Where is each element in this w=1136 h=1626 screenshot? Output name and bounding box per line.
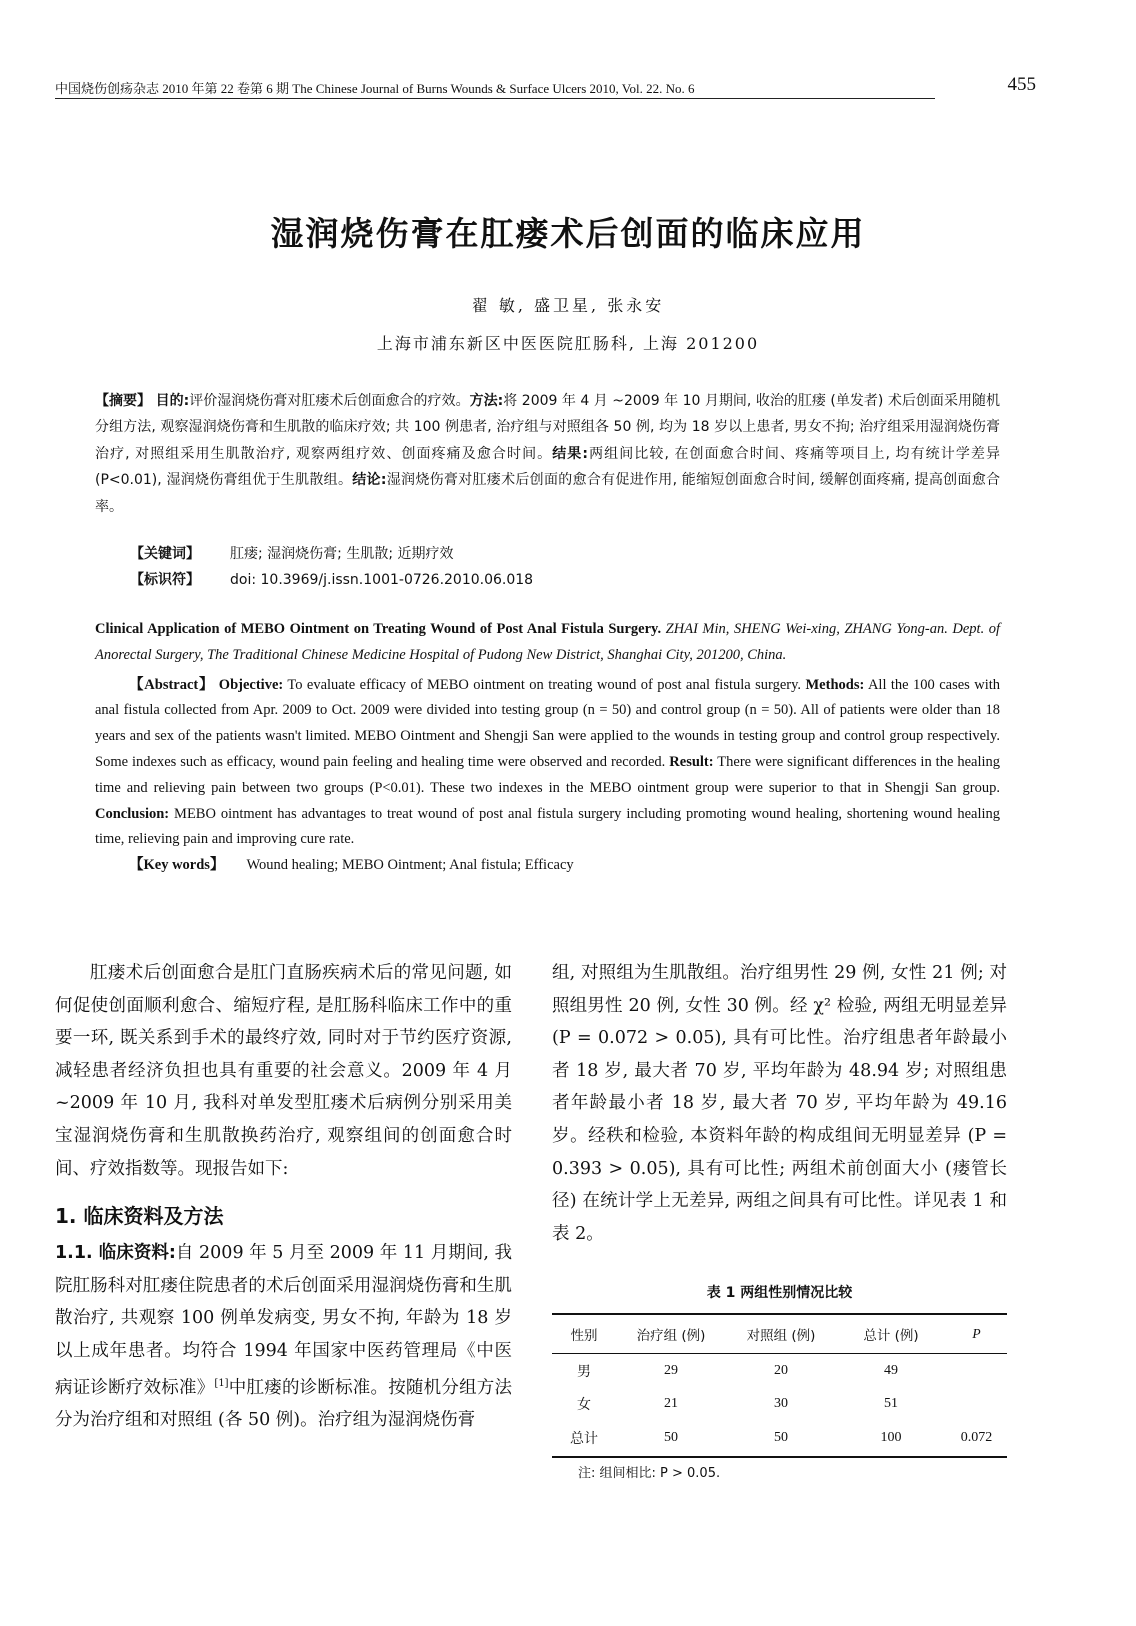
en-title-line <box>95 617 1000 669</box>
table-header-cell: 总计 (例) <box>836 1314 946 1354</box>
english-abstract <box>95 617 1000 879</box>
en-conclusion: MEBO ointment has advantages to treat wound of post anal fistula surgery including promoting wound healing, shortening wound healing time, relieving pain and improving cure rate. <box>95 805 1001 848</box>
table-header-cell: 对照组 (例) <box>726 1314 836 1354</box>
table-header-cell: 治疗组 (例) <box>616 1314 726 1354</box>
reference-mark: [1] <box>214 1377 229 1389</box>
table-cell <box>946 1354 1007 1388</box>
gender-comparison-table <box>552 1313 1007 1458</box>
table-row <box>552 1354 1007 1388</box>
article-title: 湿润烧伤膏在肛瘘术后创面的临床应用 <box>270 214 866 253</box>
body-left-column <box>55 957 512 1437</box>
subsection-heading: 1.1. 临床资料: <box>55 1243 176 1264</box>
body-right-column <box>552 957 1007 1250</box>
intro-paragraph: 肛瘘术后创面愈合是肛门直肠疾病术后的常见问题, 如何促使创面顺利愈合、缩短疗程, 是肛肠科临床工作中的重要一环, 既关系到手术的最终疗效, 同时对于节约医疗资源, 减轻患者经济负担也具有重要的社会意义。2009 年 4 月 ~2009 年 10 月, 我科对单发型肛瘘术后病例分别采用美宝湿润烧伤膏和生肌散换药治疗, 观察组间的创面愈合时间、疗效指数等。现报告如下: <box>55 963 512 1179</box>
cn-conclusion: 湿润烧伤膏对肛瘘术后创面的愈合有促进作用, 能缩短创面愈合时间, 缓解创面疼痛, 提高创面愈合率。 <box>95 472 1000 515</box>
en-keywords: Wound healing; MEBO Ointment; Anal fistula; Efficacy <box>246 857 574 874</box>
cn-results: 两组间比较, 在创面愈合时间、疼痛等项目上, 均有统计学差异 (P<0.01), 湿润烧伤膏组优于生肌散组。 <box>95 445 1000 489</box>
running-header: 中国烧伤创疡杂志 2010 年第 22 卷第 6 期 The Chinese Journal of Burns Wounds & Surface Ulcers 2010, Vol. 22. No. 6 <box>55 81 695 96</box>
cn-abstract-tag: 【摘要】 <box>95 393 152 409</box>
en-title: Clinical Application of MEBO Ointment on Treating Wound of Post Anal Fistula Surgery. <box>95 621 662 637</box>
clinical-data-paragraph <box>55 1237 512 1436</box>
en-result-label: Result: <box>669 753 714 770</box>
section-heading: 1. 临床资料及方法 <box>55 1204 224 1229</box>
table-cell <box>946 1387 1007 1420</box>
table-caption: 表 1 两组性别情况比较 <box>706 1285 853 1301</box>
table-cell: 29 <box>664 1362 678 1378</box>
table-cell: 总计 <box>552 1420 616 1457</box>
en-objective: To evaluate efficacy of MEBO ointment on treating wound of post anal fistula surgery. <box>287 676 802 693</box>
cn-methods: 将 2009 年 4 月 ~2009 年 10 月期间, 收治的肛瘘 (单发者) 术后创面采用随机分组方法, 观察湿润烧伤膏和生肌散的临床疗效; 共 100 例患者, 治疗组与对照组各 50 例, 均为 18 岁以上患者, 男女不拘; 治疗组采用湿润烧伤膏治疗, 对照组采用生肌散治疗, 观察两组疗效、创面疼痛及愈合时间。 <box>95 393 1001 462</box>
table-cell: 50 <box>726 1420 836 1457</box>
en-abstract-body <box>95 673 1000 854</box>
table-cell: 30 <box>774 1395 788 1411</box>
page-number: 455 <box>1007 74 1036 95</box>
article-authors: 翟 敏, 盛卫星, 张永安 <box>471 296 665 315</box>
en-objective-label: Objective: <box>218 676 284 693</box>
en-conclusion-label: Conclusion: <box>95 805 170 822</box>
cn-results-label: 结果: <box>552 445 588 462</box>
header-rule <box>55 98 935 99</box>
table-cell: 49 <box>884 1362 898 1378</box>
en-result: There were significant differences in the healing time and relieving pain between two groups (P<0.01). These two indexes in the MEBO ointment group were superior to that in Shengji San group. <box>95 753 1001 796</box>
cn-keywords-line <box>130 543 454 563</box>
chinese-abstract <box>95 388 1000 520</box>
table-cell: 50 <box>616 1420 726 1457</box>
table-cell: 21 <box>664 1395 678 1411</box>
cn-objective-label: 目的: <box>155 393 190 409</box>
table-header-cell: 性别 <box>552 1314 616 1354</box>
table-row <box>552 1387 1007 1420</box>
table-cell: 20 <box>774 1362 788 1378</box>
en-methods-label: Methods: <box>805 676 865 693</box>
table-cell: 男 <box>577 1364 591 1380</box>
table-note: 注: 组间相比: P > 0.05. <box>578 1466 721 1481</box>
cn-conclusion-label: 结论: <box>352 472 387 489</box>
cn-identifier: doi: 10.3969/j.issn.1001-0726.2010.06.018 <box>230 572 534 588</box>
en-authors: ZHAI Min, SHENG Wei-xing, ZHANG Yong-an. Dept. of Anorectal Surgery, The Traditional Chinese Medicine Hospital of Pudong New District, Shanghai City, 201200, China. <box>95 621 1001 663</box>
en-keywords-line <box>95 853 1000 879</box>
table-cell: 100 <box>836 1420 946 1457</box>
cn-identifier-tag: 【标识符】 <box>130 572 200 588</box>
article-affiliation: 上海市浦东新区中医医院肛肠科, 上海 201200 <box>376 334 760 353</box>
cn-identifier-line <box>130 569 533 589</box>
table-cell: 0.072 <box>946 1420 1007 1457</box>
group-comparison-paragraph: 组, 对照组为生肌散组。治疗组男性 29 例, 女性 21 例; 对照组男性 20 例, 女性 30 例。经 χ² 检验, 两组无明显差异 (P = 0.072 > 0.05), 具有可比性。治疗组患者年龄最小者 18 岁, 最大者 70 岁, 平均年龄为 48.94 岁; 对照组患者年龄最小者 18 岁, 最大者 70 岁, 平均年龄为 49.16 岁。经秩和检验, 本资料年龄的构成组间无明显差异 (P = 0.393 > 0.05), 具有可比性; 两组术前创面大小 (瘘管长径) 在统计学上无差异, 两组之间具有可比性。详见表 1 和表 2。 <box>552 963 1007 1244</box>
table-cell: 女 <box>577 1397 591 1413</box>
cn-methods-label: 方法: <box>469 393 504 409</box>
table-header-row <box>552 1314 1007 1354</box>
table-row <box>552 1420 1007 1457</box>
clinical-data-text: 自 2009 年 5 月至 2009 年 11 月期间, 我院肛肠科对肛瘘住院患者的术后创面采用湿润烧伤膏和生肌散治疗, 共观察 100 例单发病变, 男女不拘, 年龄为 18 岁以上成年患者。均符合 1994 年国家中医药管理局《中医病证诊断疗效标准》 <box>55 1243 512 1398</box>
cn-keywords: 肛瘘; 湿润烧伤膏; 生肌散; 近期疗效 <box>230 546 454 562</box>
table-header-cell: P <box>946 1314 1007 1354</box>
en-methods: All the 100 cases with anal fistula collected from Apr. 2009 to Oct. 2009 were divided into testing group (n = 50) and control group (n = 50). All of patients were older than 18 years and sex of the patients wasn't limited. MEBO Ointment and Shengji San were applied to the wounds in testing group and control group respectively. Some indexes such as efficacy, wound pain feeling and healing time were observed and recorded. <box>95 676 1001 770</box>
cn-keywords-tag: 【关键词】 <box>130 546 200 562</box>
cn-objective: 评价湿润烧伤膏对肛瘘术后创面愈合的疗效。 <box>189 393 470 409</box>
table-cell: 51 <box>884 1395 898 1411</box>
en-keywords-tag: 【Key words】 <box>129 857 225 874</box>
clinical-data-text-2: 中肛瘘的诊断标准。按随机分组方法分为治疗组和对照组 (各 50 例)。治疗组为湿润烧伤膏 <box>55 1377 513 1430</box>
en-abstract-tag: 【Abstract】 <box>129 676 215 693</box>
